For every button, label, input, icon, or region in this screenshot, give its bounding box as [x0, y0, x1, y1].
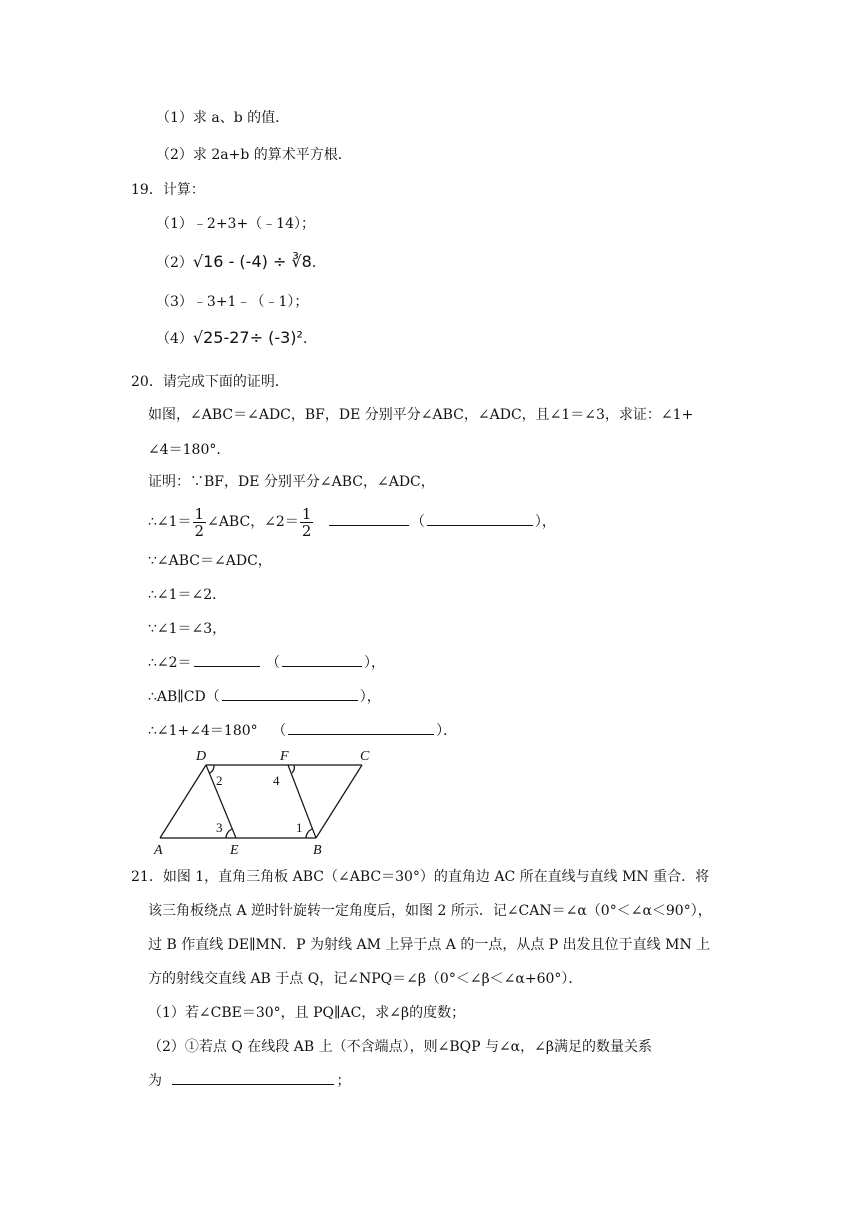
angle-arc-2 — [210, 765, 214, 773]
q21-sub2-line2 — [148, 1070, 350, 1091]
q19-part4 — [156, 328, 317, 349]
q19-part2-expression: √16 - (-4) ÷ ∛8 — [192, 252, 312, 271]
q19-part2-number: （2） — [156, 255, 193, 271]
paren-close-2: ）， — [364, 655, 385, 671]
label-B: B — [313, 843, 322, 858]
angle-arc-1 — [306, 829, 312, 838]
q20-proof-line5 — [148, 652, 385, 673]
q19-part4-expression: √25-27÷ (-3)² — [192, 328, 303, 347]
label-D: D — [196, 749, 207, 764]
q19-part3: （3）﹣3+1﹣（﹣1）； — [156, 294, 309, 310]
fraction-denominator: 2 — [194, 521, 205, 540]
q20-stem-line2: ∠4＝180°． — [148, 442, 231, 458]
fraction-denominator-2: 2 — [301, 521, 312, 540]
label-C: C — [360, 749, 370, 764]
paren-open: （ — [410, 514, 425, 530]
paren-close: ）， — [534, 514, 556, 530]
q20-proof-line2: ∵∠ABC＝∠ADC， — [148, 553, 272, 569]
label-angle-2: 2 — [216, 773, 223, 788]
side-CB — [316, 765, 362, 838]
q20-proof-line7 — [148, 720, 457, 741]
paren-close-4: ）． — [436, 723, 458, 739]
q21-sub2-line1: （2）①若点 Q 在线段 AB 上（不含端点），则∠BQP 与∠α，∠β满足的数量关系 — [148, 1039, 652, 1055]
q19-part4-number: （4） — [156, 331, 193, 347]
fraction-half-2 — [300, 506, 314, 539]
reason-blank-3[interactable] — [222, 686, 358, 701]
q20-proof7-start: ∴∠1+∠4＝180° — [148, 723, 258, 739]
q19-part2 — [156, 252, 326, 273]
q19-part1: （1）﹣2+3+（﹣14）； — [156, 216, 315, 232]
q21-line2: 该三角板绕点 A 逆时针旋转一定角度后，如图 2 所示．记∠CAN＝∠α（0°＜∠α＜90°）， — [148, 903, 712, 919]
q19-part4-end: ． — [302, 331, 317, 347]
q20-proof1-start: ∴∠1＝ — [148, 514, 192, 530]
q20-proof-line3: ∴∠1＝∠2． — [148, 587, 227, 603]
label-F: F — [280, 749, 289, 764]
reason-blank-4[interactable] — [288, 720, 434, 735]
q21-line3: 过 B 作直线 DE∥MN．P 为射线 AM 上异于点 A 的一点，从点 P 出发且位于直线 MN 上 — [148, 937, 711, 953]
q20-proof6-start: ∴AB∥CD（ — [148, 689, 220, 705]
label-A: A — [154, 843, 163, 858]
q20-stem-line1: 如图，∠ABC＝∠ADC，BF，DE 分别平分∠ABC，∠ADC，且∠1＝∠3，求证：∠1+ — [148, 407, 694, 423]
angle-arc-4 — [292, 765, 294, 773]
reason-blank[interactable] — [427, 511, 533, 526]
side-AD — [160, 765, 206, 838]
q21-sub2-prefix: 为 — [148, 1073, 162, 1089]
q20-title: 20．请完成下面的证明． — [131, 374, 289, 390]
fraction-numerator: 1 — [194, 504, 205, 523]
label-angle-1: 1 — [296, 820, 303, 835]
answer-blank-2[interactable] — [194, 652, 260, 667]
q21-line4: 方的射线交直线 AB 于点 Q，记∠NPQ＝∠β（0°＜∠β＜∠α+60°）． — [148, 971, 583, 987]
paren-close-3: ）， — [359, 689, 381, 705]
angle-arc-3 — [226, 829, 232, 838]
q19-title: 19．计算： — [131, 182, 205, 198]
label-angle-3: 3 — [216, 820, 223, 835]
q20-proof5-start: ∴∠2＝ — [148, 655, 192, 671]
label-angle-4: 4 — [273, 773, 280, 788]
label-E: E — [230, 843, 239, 858]
answer-blank[interactable] — [329, 511, 409, 526]
q18-part1: （1）求 a、b 的值． — [156, 110, 290, 126]
paren-open-2: （ — [266, 655, 280, 671]
parallelogram-figure — [140, 744, 380, 860]
q20-proof-line4: ∵∠1＝∠3， — [148, 621, 227, 637]
q21-sub1: （1）若∠CBE＝30°，且 PQ∥AC，求∠β的度数； — [148, 1005, 466, 1021]
q20-proof1-mid: ∠ABC，∠2＝ — [207, 514, 299, 530]
q20-proof-line6 — [148, 686, 381, 707]
q20-proof-line1 — [148, 504, 556, 540]
q20-proof-line0: 证明：∵BF，DE 分别平分∠ABC，∠ADC， — [148, 474, 435, 490]
paren-open-4: （ — [272, 723, 287, 739]
q19-part2-end: ． — [311, 255, 326, 271]
fraction-numerator-2: 1 — [301, 504, 312, 523]
q21-sub2-end: ； — [336, 1073, 351, 1089]
reason-blank-2[interactable] — [282, 652, 362, 667]
answer-blank-q21[interactable] — [172, 1070, 334, 1085]
fraction-half — [193, 506, 207, 539]
q18-part2: （2）求 2a+b 的算术平方根． — [156, 147, 352, 163]
q21-line1: 21．如图 1，直角三角板 ABC（∠ABC＝30°）的直角边 AC 所在直线与直线 MN 重合．将 — [131, 869, 710, 885]
